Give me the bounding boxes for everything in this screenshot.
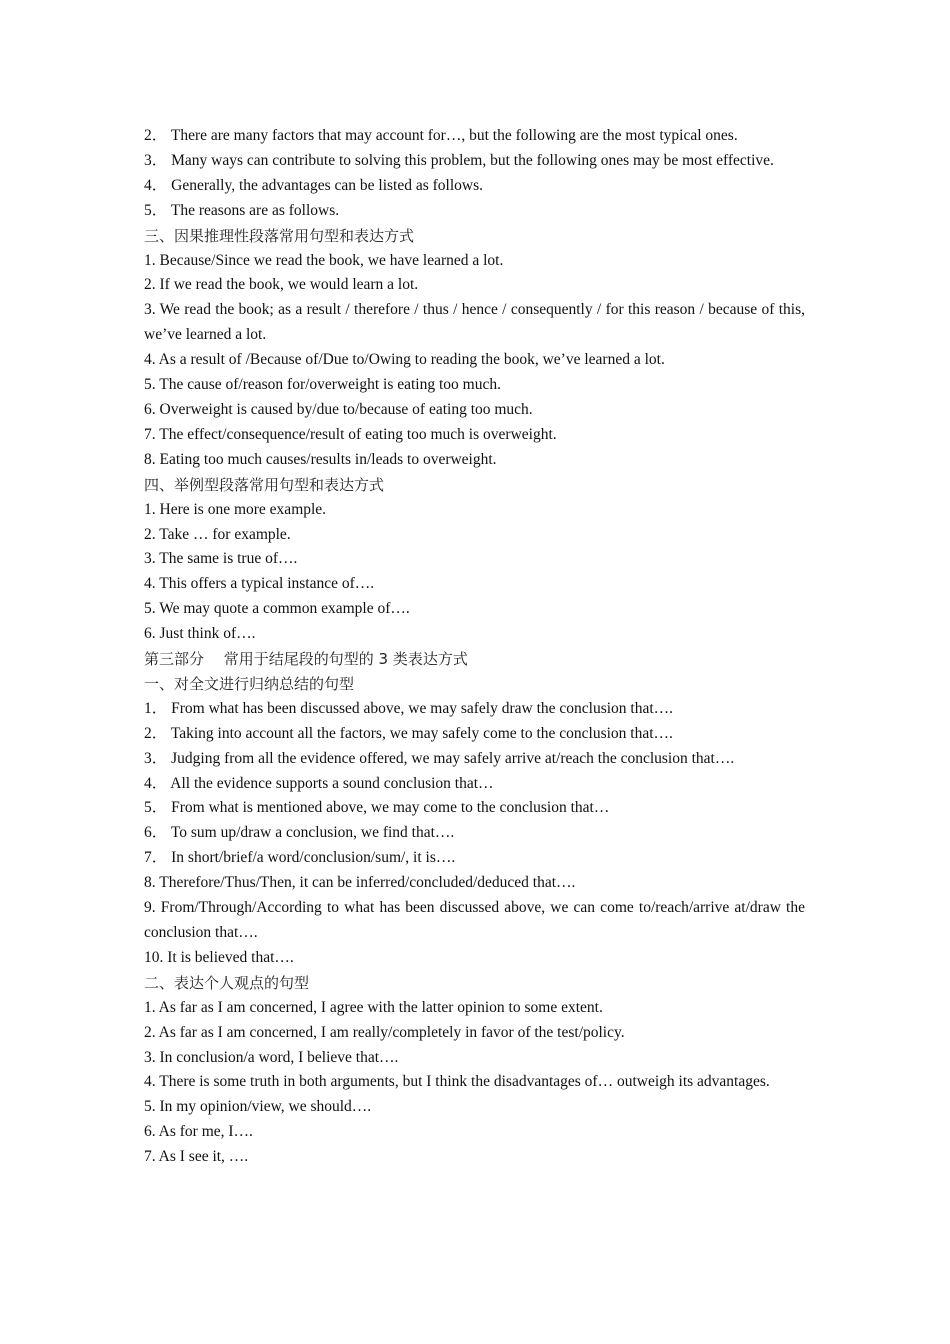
list-item: 3. In conclusion/a word, I believe that…. [144, 1048, 399, 1066]
section-heading: 三、因果推理性段落常用句型和表达方式 [144, 226, 415, 245]
list-item: 7. The effect/consequence/result of eating too much is overweight. [144, 425, 557, 443]
section-heading: 四、举例型段落常用句型和表达方式 [144, 475, 385, 494]
list-item: 1. Because/Since we read the book, we have learned a lot. [144, 251, 504, 269]
list-item: 4． Generally, the advantages can be listed as follows. [144, 176, 484, 194]
list-item: 5． The reasons are as follows. [144, 201, 340, 219]
list-item: 2． There are many factors that may account for…, but the following are the most typical ones. [144, 127, 738, 144]
list-item: 5. The cause of/reason for/overweight is eating too much. [144, 376, 501, 394]
list-item: 3. We read the book; as a result / therefore / thus / hence / consequently / for this reason / because of this, we’ve learned a lot. [144, 301, 805, 344]
list-item: 4. There is some truth in both arguments, but I think the disadvantages of… outweigh its advantages. [144, 1073, 770, 1091]
list-item: 6． To sum up/draw a conclusion, we find that…. [144, 824, 455, 842]
list-item: 3． Judging from all the evidence offered, we may safely arrive at/reach the conclusion that…. [144, 749, 735, 767]
list-item: 1. As far as I am concerned, I agree with the latter opinion to some extent. [144, 998, 603, 1016]
list-item: 2. If we read the book, we would learn a lot. [144, 276, 419, 294]
list-item: 10. It is believed that…. [144, 948, 294, 966]
list-item: 9. From/Through/According to what has been discussed above, we can come to/reach/arrive at/draw the conclusion that…. [144, 899, 805, 941]
list-item: 5. In my opinion/view, we should…. [144, 1098, 372, 1116]
list-item: 7． In short/brief/a word/conclusion/sum/, it is…. [144, 849, 456, 867]
list-item: 4． All the evidence supports a sound conclusion that… [144, 774, 494, 792]
section-heading: 第三部分 常用于结尾段的句型的 3 类表达方式 [144, 650, 468, 669]
list-item: 5． From what is mentioned above, we may come to the conclusion that… [144, 799, 610, 817]
section-heading: 一、对全文进行归纳总结的句型 [144, 674, 355, 693]
list-item: 4. As a result of /Because of/Due to/Owing to reading the book, we’ve learned a lot. [144, 351, 665, 369]
list-item: 3. The same is true of…. [144, 550, 298, 568]
document-page [144, 124, 805, 1170]
list-item: 2． Taking into account all the factors, we may safely come to the conclusion that…. [144, 724, 673, 742]
list-item: 1. Here is one more example. [144, 500, 327, 518]
list-item: 6. Just think of…. [144, 625, 256, 643]
list-item: 6. Overweight is caused by/due to/because of eating too much. [144, 400, 533, 418]
list-item: 6. As for me, I…. [144, 1123, 253, 1141]
list-item: 3． Many ways can contribute to solving this problem, but the following ones may be most effective. [144, 151, 774, 169]
list-item: 2. As far as I am concerned, I am really/completely in favor of the test/policy. [144, 1023, 625, 1041]
list-item: 5. We may quote a common example of…. [144, 600, 410, 618]
section-heading: 二、表达个人观点的句型 [144, 973, 310, 992]
list-item: 2. Take … for example. [144, 525, 291, 543]
list-item: 7. As I see it, …. [144, 1148, 249, 1166]
list-item: 4. This offers a typical instance of…. [144, 575, 375, 593]
list-item: 1． From what has been discussed above, we may safely draw the conclusion that…. [144, 699, 674, 717]
list-item: 8. Eating too much causes/results in/leads to overweight. [144, 450, 497, 468]
list-item: 8. Therefore/Thus/Then, it can be inferred/concluded/deduced that…. [144, 874, 576, 892]
